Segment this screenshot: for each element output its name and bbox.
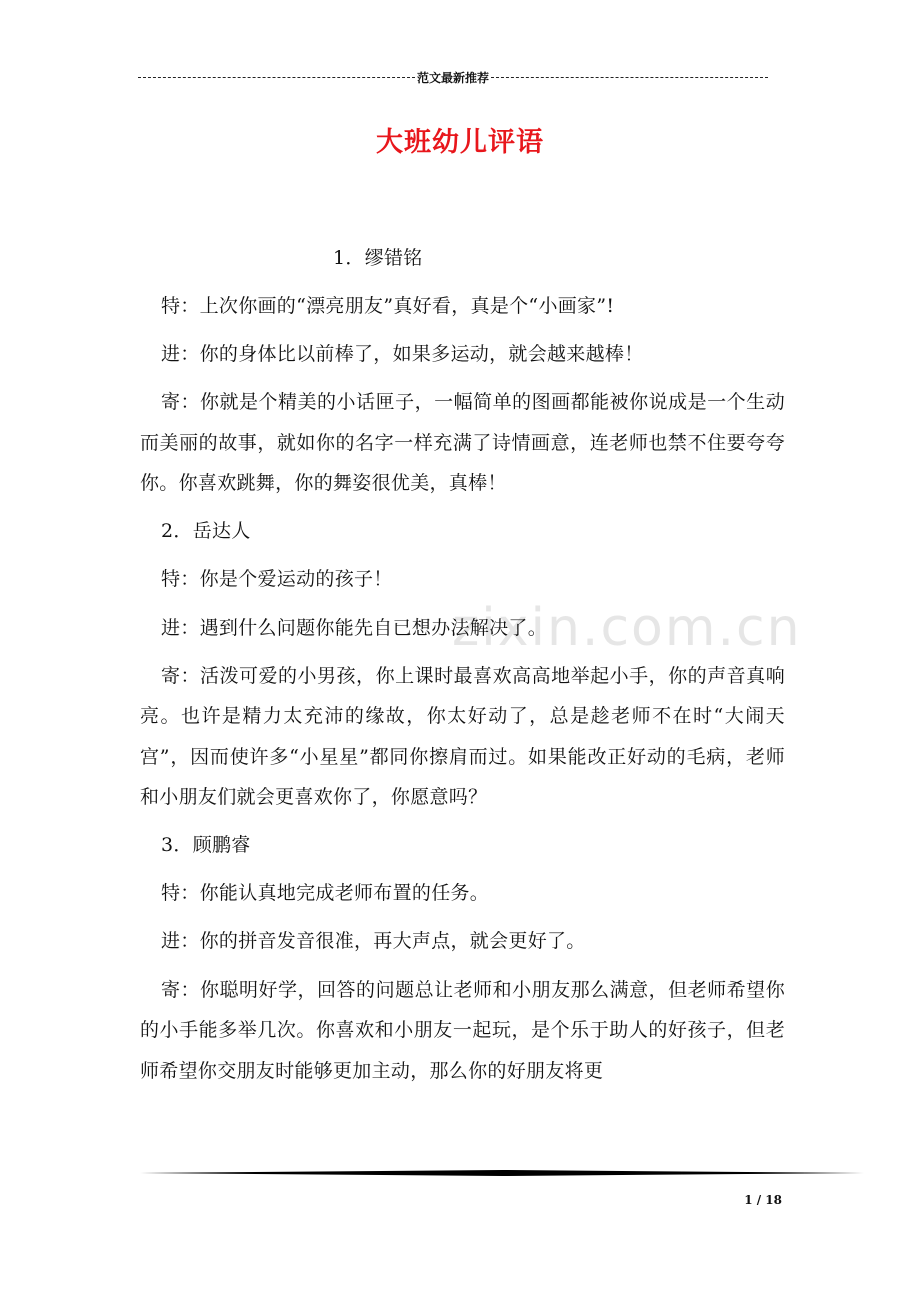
paragraph-progress: 进：你的拼音发音很准，再大声点，就会更好了。 bbox=[161, 930, 586, 953]
paragraph-hope: 寄：活泼可爱的小男孩，你上课时最喜欢高高地举起小手，你的声音真响亮。也许是精力太充沛的缘故，你太好动了，总是趁老师不在时“大闹天宫”，因而使许多“小星星”都同你擦肩而过。如果能改正好动的毛病，老师和小朋友们就会更喜欢你了，你愿意吗？ bbox=[140, 664, 785, 809]
paragraph-progress: 进：你的身体比以前棒了，如果多运动，就会越来越棒！ bbox=[161, 343, 644, 366]
child-name-heading: 3．顾鹏睿 bbox=[161, 834, 251, 857]
page-number: 1 / 18 bbox=[744, 1193, 782, 1207]
paragraph-progress: 进：遇到什么问题你能先自已想办法解决了。 bbox=[161, 616, 548, 639]
header-label: 范文最新推荐 bbox=[417, 70, 490, 85]
watermark: zixin.com.cn bbox=[452, 598, 802, 658]
document-title: 大班幼儿评语 bbox=[376, 127, 544, 158]
child-name-heading: 1．缪错铭 bbox=[333, 247, 423, 269]
paragraph-strength: 特：你是个爱运动的孩子！ bbox=[161, 568, 393, 591]
paragraph-hope: 寄：你聪明好学，回答的问题总让老师和小朋友那么满意，但老师希望你的小手能多举几次。你喜欢和小朋友一起玩，是个乐于助人的好孩子，但老师希望你交朋友时能够更加主动，那么你的好朋友将更 bbox=[140, 978, 785, 1082]
header-dash-left bbox=[138, 77, 415, 78]
paragraph-hope: 寄：你就是个精美的小话匣子，一幅简单的图画都能被你说成是一个生动而美丽的故事，就如你的名字一样充满了诗情画意，连老师也禁不住要夸夸你。你喜欢跳舞，你的舞姿很优美，真棒！ bbox=[140, 391, 785, 495]
page-header bbox=[138, 68, 768, 86]
paragraph-strength: 特：上次你画的“漂亮朋友”真好看，真是个“小画家”! bbox=[161, 295, 615, 318]
document-body bbox=[140, 238, 785, 1099]
child-name-heading: 2．岳达人 bbox=[161, 520, 251, 543]
header-dash-right bbox=[491, 77, 768, 78]
footer-rule bbox=[140, 1170, 864, 1176]
paragraph-strength: 特：你能认真地完成老师布置的任务。 bbox=[161, 882, 490, 905]
